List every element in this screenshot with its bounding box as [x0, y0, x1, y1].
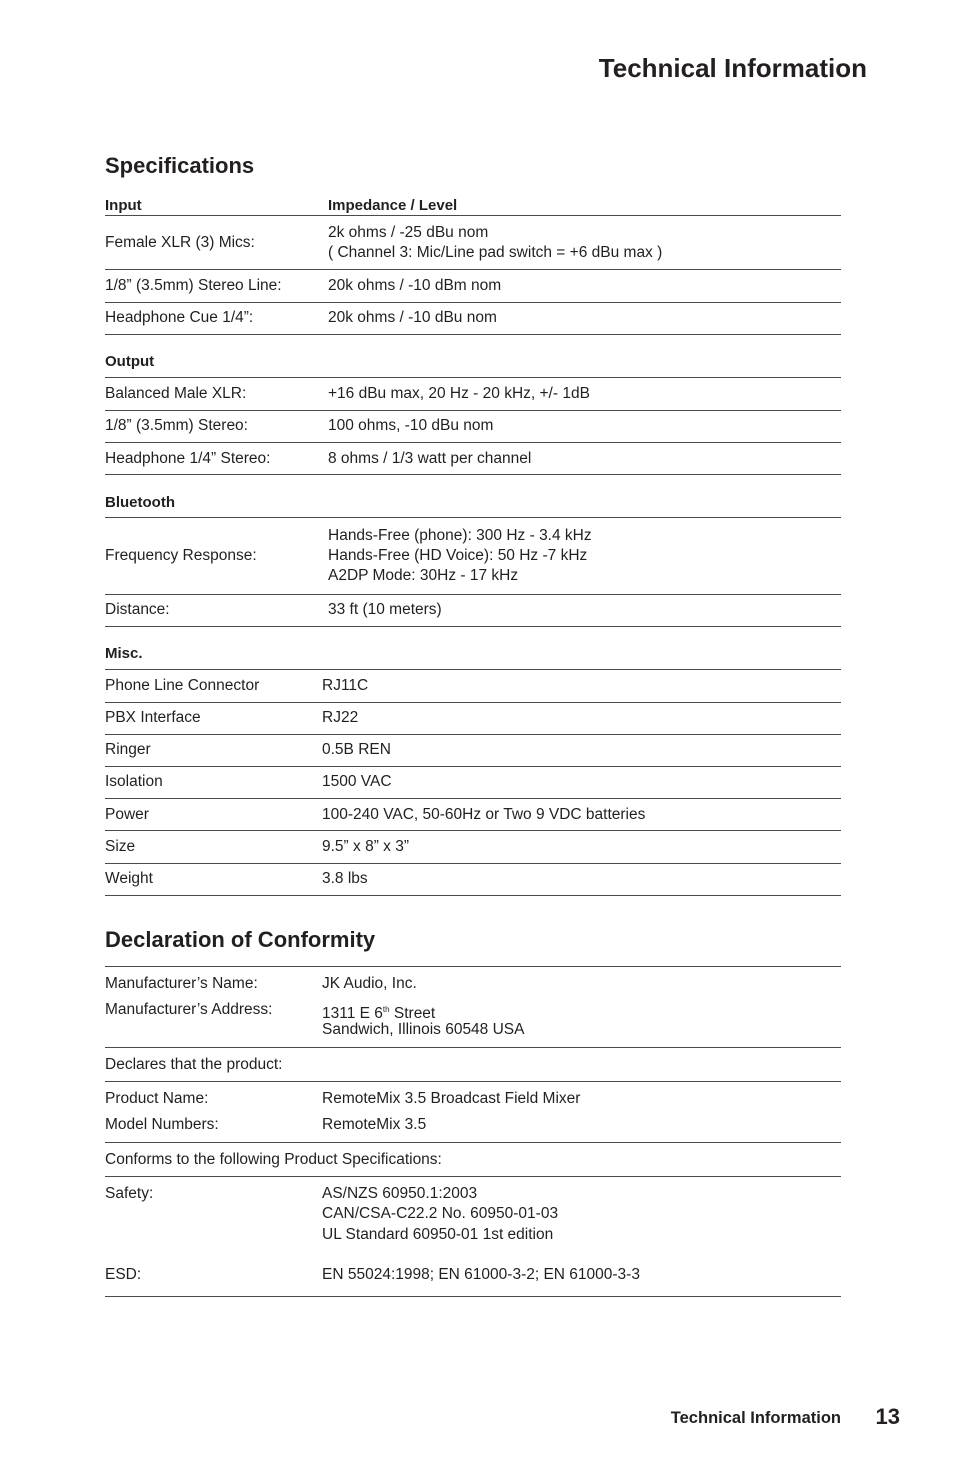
divider — [105, 215, 841, 216]
divider — [105, 863, 841, 864]
divider — [105, 798, 841, 799]
spec-value: 9.5” x 8” x 3” — [322, 838, 409, 855]
divider — [105, 1081, 841, 1082]
manufacturer-address-line1: 1311 E 6th Street — [322, 1005, 436, 1022]
spec-label: Size — [105, 838, 136, 855]
spec-label: Female XLR (3) Mics: — [105, 234, 255, 251]
divider — [105, 269, 841, 270]
spec-value: 2k ohms / -25 dBu nom — [328, 224, 489, 241]
spec-value: Hands-Free (HD Voice): 50 Hz -7 kHz — [328, 547, 588, 564]
safety-label: Safety: — [105, 1185, 154, 1202]
spec-label: 1/8” (3.5mm) Stereo: — [105, 417, 248, 434]
spec-value: 100 ohms, -10 dBu nom — [328, 417, 494, 434]
spec-label: 1/8” (3.5mm) Stereo Line: — [105, 277, 282, 294]
model-numbers: RemoteMix 3.5 — [322, 1116, 427, 1133]
safety-standard: CAN/CSA-C22.2 No. 60950-01-03 — [322, 1205, 559, 1222]
spec-value: 33 ft (10 meters) — [328, 601, 442, 618]
output-header: Output — [105, 353, 155, 370]
spec-label: Isolation — [105, 773, 163, 790]
spec-value: RJ22 — [322, 709, 359, 726]
spec-label: Headphone Cue 1/4”: — [105, 309, 254, 326]
divider — [105, 895, 841, 896]
spec-value: 20k ohms / -10 dBu nom — [328, 309, 497, 326]
footer-section-label: Technical Information — [670, 1409, 841, 1427]
manufacturer-name-label: Manufacturer’s Name: — [105, 975, 258, 992]
spec-value: 20k ohms / -10 dBm nom — [328, 277, 502, 294]
spec-value: ( Channel 3: Mic/Line pad switch = +6 dBu max ) — [328, 244, 663, 261]
page-number: 13 — [875, 1404, 900, 1429]
divider — [105, 626, 841, 627]
divider — [105, 377, 841, 378]
spec-label: Phone Line Connector — [105, 677, 260, 694]
safety-standard: AS/NZS 60950.1:2003 — [322, 1185, 478, 1202]
spec-label: Headphone 1/4” Stereo: — [105, 450, 271, 467]
divider — [105, 734, 841, 735]
spec-value: RJ11C — [322, 677, 369, 694]
specifications-title: Specifications — [105, 153, 255, 178]
manufacturer-address-label: Manufacturer’s Address: — [105, 1001, 273, 1018]
model-numbers-label: Model Numbers: — [105, 1116, 219, 1133]
manufacturer-address-line2: Sandwich, Illinois 60548 USA — [322, 1021, 525, 1038]
spec-label: Ringer — [105, 741, 151, 758]
product-name: RemoteMix 3.5 Broadcast Field Mixer — [322, 1090, 581, 1107]
divider — [105, 302, 841, 303]
divider — [105, 517, 841, 518]
divider — [105, 669, 841, 670]
spec-label: Distance: — [105, 601, 170, 618]
divider — [105, 766, 841, 767]
spec-label: Weight — [105, 870, 153, 887]
divider — [105, 1142, 841, 1143]
divider — [105, 410, 841, 411]
esd-label: ESD: — [105, 1266, 142, 1283]
misc-header: Misc. — [105, 645, 143, 662]
divider — [105, 702, 841, 703]
bluetooth-header: Bluetooth — [105, 494, 175, 511]
spec-label: Balanced Male XLR: — [105, 385, 247, 402]
spec-value: 0.5B REN — [322, 741, 391, 758]
spec-value: 3.8 lbs — [322, 870, 368, 887]
spec-value: 100-240 VAC, 50-60Hz or Two 9 VDC batteries — [322, 806, 646, 823]
declaration-title: Declaration of Conformity — [105, 927, 376, 952]
divider — [105, 442, 841, 443]
divider — [105, 334, 841, 335]
esd-value: EN 55024:1998; EN 61000-3-2; EN 61000-3-3 — [322, 1266, 640, 1283]
divider — [105, 594, 841, 595]
spec-value: 8 ohms / 1/3 watt per channel — [328, 450, 532, 467]
divider — [105, 1176, 841, 1177]
spec-label: Power — [105, 806, 149, 823]
page-title: Technical Information — [598, 53, 867, 83]
spec-value: +16 dBu max, 20 Hz - 20 kHz, +/- 1dB — [328, 385, 590, 402]
divider — [105, 966, 841, 967]
divider — [105, 1296, 841, 1297]
divider — [105, 474, 841, 475]
safety-standard: UL Standard 60950-01 1st edition — [322, 1226, 554, 1243]
spec-value: Hands-Free (phone): 300 Hz - 3.4 kHz — [328, 527, 592, 544]
conforms-text: Conforms to the following Product Specifications: — [105, 1151, 442, 1168]
spec-value: 1500 VAC — [322, 773, 392, 790]
spec-label: PBX Interface — [105, 709, 201, 726]
product-name-label: Product Name: — [105, 1090, 209, 1107]
input-header: Input — [105, 197, 142, 214]
divider — [105, 830, 841, 831]
spec-value: A2DP Mode: 30Hz - 17 kHz — [328, 567, 519, 584]
declares-text: Declares that the product: — [105, 1056, 283, 1073]
divider — [105, 1047, 841, 1048]
spec-label: Frequency Response: — [105, 547, 257, 564]
impedance-level-header: Impedance / Level — [328, 197, 458, 214]
manufacturer-name: JK Audio, Inc. — [322, 975, 417, 992]
